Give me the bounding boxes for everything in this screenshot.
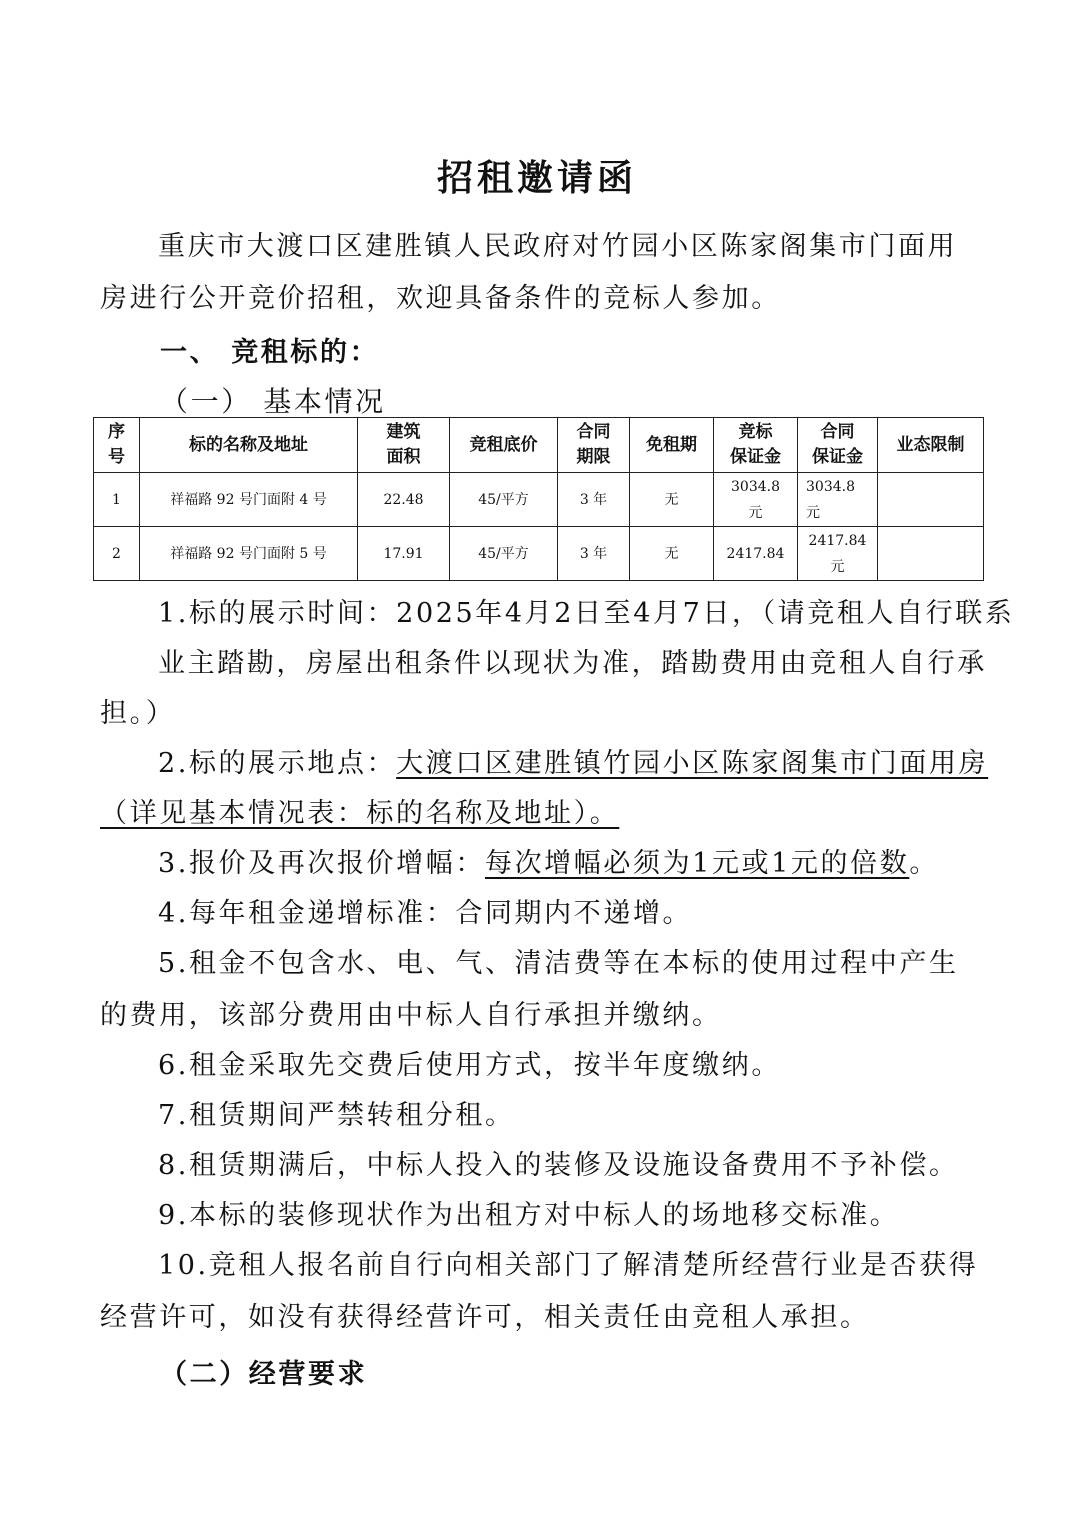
cell-limit <box>878 527 984 581</box>
header-cell: 序 号 <box>94 418 140 473</box>
section-heading-1: 一、 竞租标的： <box>160 337 380 368</box>
cell-contract-deposit: 3034.8 元 <box>798 473 878 527</box>
cell-no: 2 <box>94 527 140 581</box>
cell-area: 22.48 <box>358 473 450 527</box>
item-2-line-1: 2.标的展示地点：大渡口区建胜镇竹园小区陈家阁集市门面用房 <box>158 748 989 779</box>
cell-contract-deposit: 2417.84 元 <box>798 527 878 581</box>
header-cell: 建筑 面积 <box>358 418 450 473</box>
cell-bid-deposit: 2417.84 <box>714 527 798 581</box>
item-6: 6.租金采取先交费后使用方式，按半年度缴纳。 <box>158 1050 781 1081</box>
document-title: 招租邀请函 <box>436 158 637 199</box>
cell-free: 无 <box>630 473 714 527</box>
intro-paragraph: 重庆市大渡口区建胜镇人民政府对竹园小区陈家阁集市门面用房进行公开竞价招租，欢迎具备条件的竞标人参加。 <box>100 231 958 314</box>
cell-price: 45/平方 <box>450 527 558 581</box>
cell-name: 祥福路 92 号门面附 4 号 <box>140 473 358 527</box>
header-cell: 竞租底价 <box>450 418 558 473</box>
header-cell: 免租期 <box>630 418 714 473</box>
cell-price: 45/平方 <box>450 473 558 527</box>
cell-bid-deposit: 3034.8 元 <box>714 473 798 527</box>
cell-no: 1 <box>94 473 140 527</box>
item-1-line-1: 1.标的展示时间：2025年4月2日至4月7日，（请竞租人自行联系 <box>158 598 1015 629</box>
table-row <box>94 527 984 581</box>
item-8: 8.租赁期满后，中标人投入的装修及设施设备费用不予补偿。 <box>158 1150 959 1181</box>
item-5: 5.租金不包含水、电、气、清洁费等在本标的使用过程中产生的费用，该部分费用由中标人自行承担并缴纳。 <box>100 948 959 1031</box>
cell-area: 17.91 <box>358 527 450 581</box>
table-row <box>94 473 984 527</box>
subsection-heading-basic-info: （一） 基本情况 <box>160 385 386 418</box>
table-header-row <box>94 418 984 473</box>
header-cell: 业态限制 <box>878 418 984 473</box>
item-10: 10.竞租人报名前自行向相关部门了解清楚所经营行业是否获得经营许可，如没有获得经营许可，相关责任由竞租人承担。 <box>100 1250 979 1333</box>
item-2-line-2: （详见基本情况表：标的名称及地址）。 <box>100 798 620 829</box>
item-3: 3.报价及再次报价增幅：每次增幅必须为1元或1元的倍数。 <box>158 848 939 879</box>
item-1-line-3: 担。） <box>100 698 176 729</box>
cell-term: 3 年 <box>558 527 630 581</box>
item-9: 9.本标的装修现状作为出租方对中标人的场地移交标准。 <box>158 1200 900 1231</box>
cell-free: 无 <box>630 527 714 581</box>
cell-term: 3 年 <box>558 473 630 527</box>
item-1-line-2: 业主踏勘，房屋出租条件以现状为准，踏勘费用由竞租人自行承 <box>158 648 987 679</box>
subsection-heading-operation: （二）经营要求 <box>160 1359 368 1390</box>
header-cell: 合同 期限 <box>558 418 630 473</box>
item-7: 7.租赁期间严禁转租分租。 <box>158 1100 515 1131</box>
header-cell: 竞标 保证金 <box>714 418 798 473</box>
cell-name: 祥福路 92 号门面附 5 号 <box>140 527 358 581</box>
header-cell: 合同 保证金 <box>798 418 878 473</box>
header-cell: 标的名称及地址 <box>140 418 358 473</box>
item-4: 4.每年租金递增标准：合同期内不递增。 <box>158 898 693 929</box>
cell-limit <box>878 473 984 527</box>
basic-info-table <box>93 417 984 581</box>
